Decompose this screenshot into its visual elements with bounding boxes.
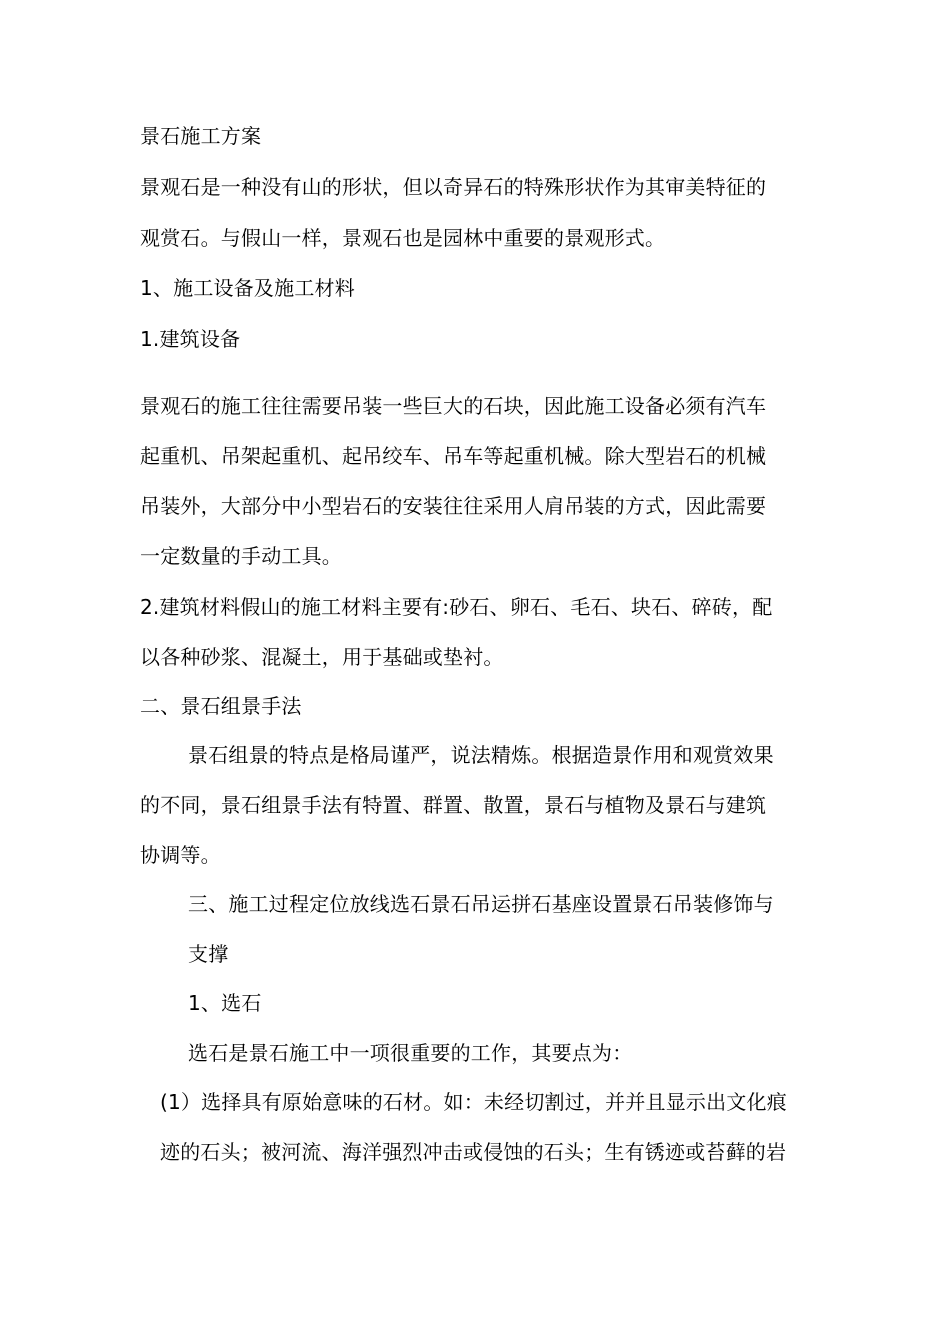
paragraph-line: 景观石的施工往往需要吊装一些巨大的石块，因此施工设备必须有汽车 <box>140 394 767 418</box>
subsection-heading: 1、选石 <box>188 991 262 1015</box>
section-heading: 1、施工设备及施工材料 <box>140 276 355 300</box>
document-title: 景石施工方案 <box>140 124 262 148</box>
list-item-line: (1）选择具有原始意味的石材。如：未经切割过，并并且显示出文化痕 <box>160 1090 787 1114</box>
paragraph-line: 吊装外，大部分中小型岩石的安装往往采用人肩吊装的方式，因此需要 <box>140 494 767 518</box>
paragraph-line: 的不同，景石组景手法有特置、群置、散置，景石与植物及景石与建筑 <box>140 793 767 817</box>
paragraph-line: 以各种砂浆、混凝土，用于基础或垫衬。 <box>140 645 504 669</box>
paragraph-line: 观赏石。与假山一样，景观石也是园林中重要的景观形式。 <box>140 226 666 250</box>
paragraph-line: 起重机、吊架起重机、起吊绞车、吊车等起重机械。除大型岩石的机械 <box>140 444 767 468</box>
paragraph-line: 景石组景的特点是格局谨严，说法精炼。根据造景作用和观赏效果 <box>188 743 774 767</box>
paragraph-line: 协调等。 <box>140 843 221 867</box>
subsection-heading: 1.建筑设备 <box>140 327 241 351</box>
section-heading: 支撑 <box>188 942 229 966</box>
section-heading: 三、施工过程定位放线选石景石吊运拼石基座设置景石吊装修饰与 <box>188 892 774 916</box>
paragraph-line: 景观石是一种没有山的形状，但以奇异石的特殊形状作为其审美特征的 <box>140 175 767 199</box>
paragraph-line: 选石是景石施工中一项很重要的工作，其要点为： <box>188 1041 633 1065</box>
paragraph-line: 2.建筑材料假山的施工材料主要有:砂石、卵石、毛石、块石、碎砖，配 <box>140 595 773 619</box>
paragraph-line: 一定数量的手动工具。 <box>140 544 342 568</box>
section-heading: 二、景石组景手法 <box>140 694 302 718</box>
list-item-line: 迹的石头；被河流、海洋强烈冲击或侵蚀的石头；生有锈迹或苔藓的岩 <box>160 1140 787 1164</box>
